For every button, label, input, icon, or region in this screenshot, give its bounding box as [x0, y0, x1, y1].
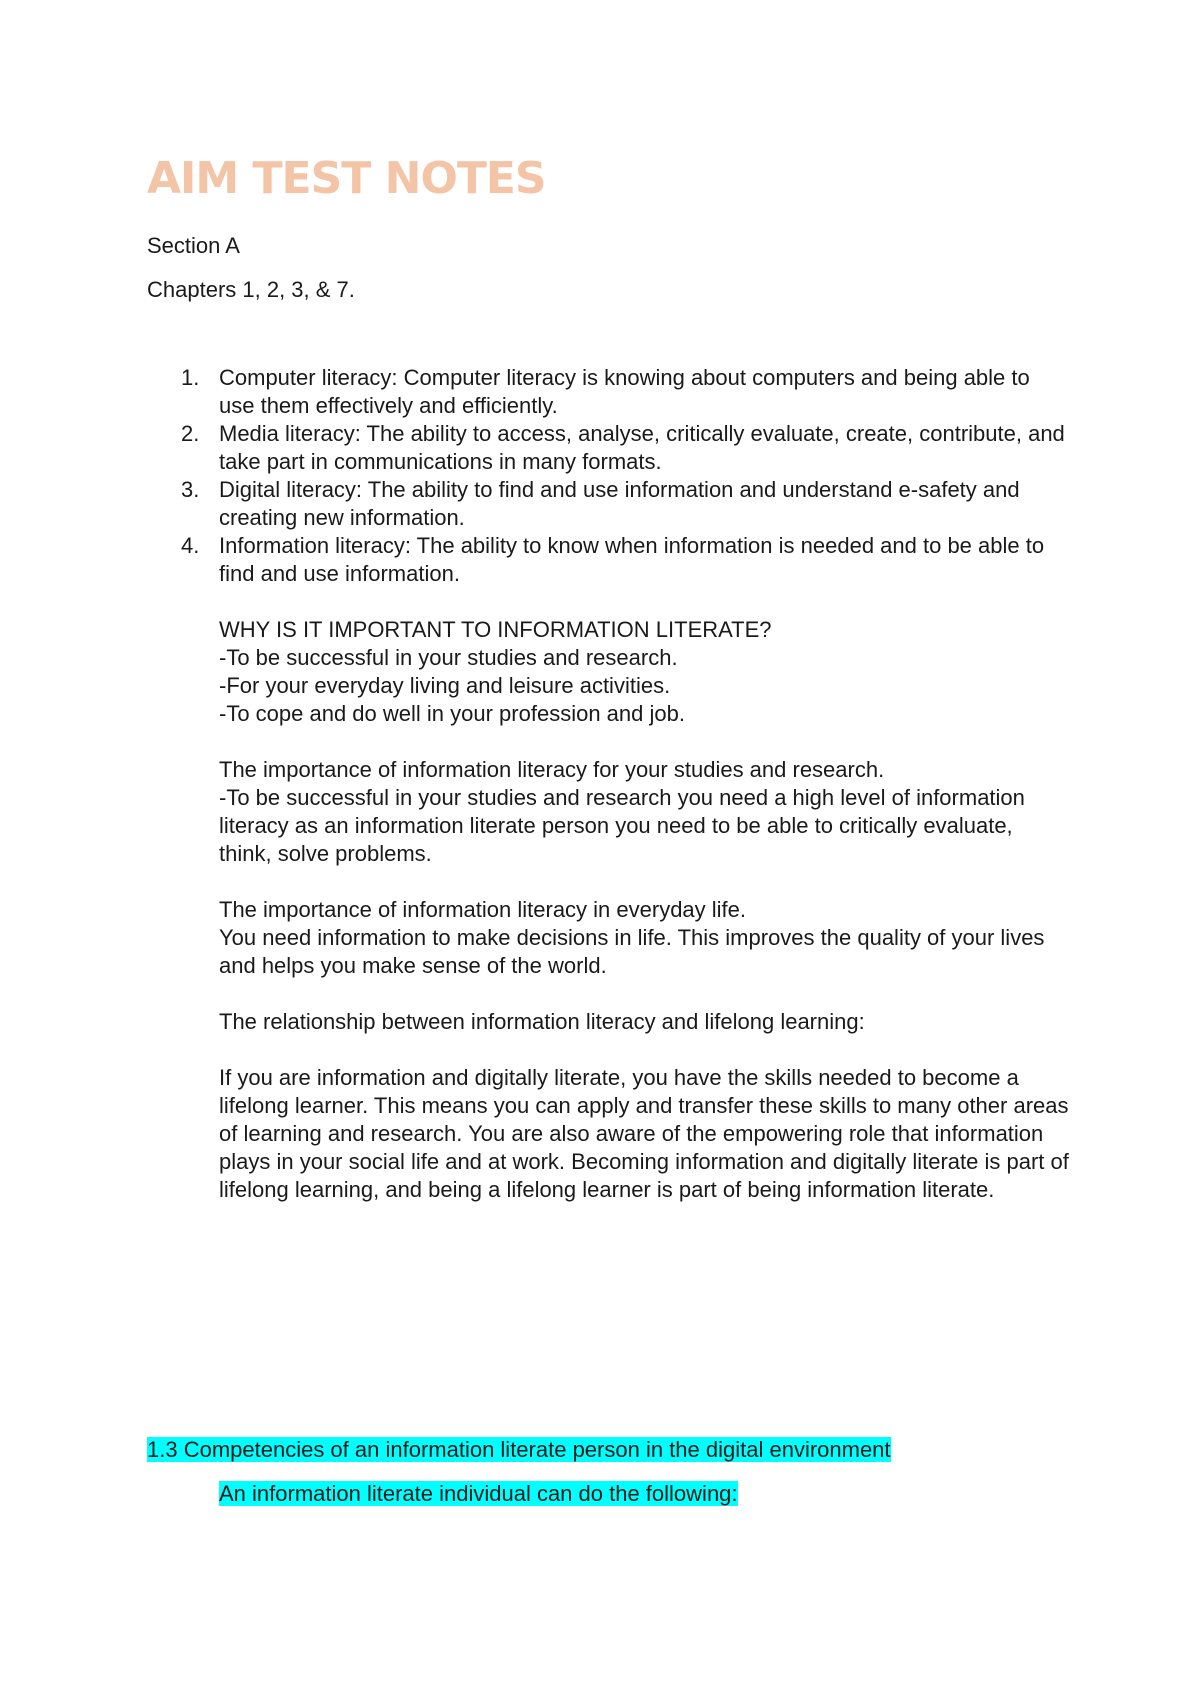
competencies-heading — [147, 1436, 891, 1464]
document-title: AIM TEST NOTES — [147, 153, 546, 204]
why-point: -To be successful in your studies and research. — [219, 645, 678, 670]
lifelong-text-block — [219, 1064, 1069, 1204]
list-item-number: 3. — [181, 477, 200, 502]
list-item-text: Digital literacy: The ability to find and use information and understand e-safety and creating new information. — [219, 477, 1020, 530]
why-important-block — [219, 616, 1069, 728]
list-item-number: 2. — [181, 421, 200, 446]
why-point: -To cope and do well in your profession and job. — [219, 701, 685, 726]
lifelong-heading: The relationship between information literacy and lifelong learning: — [219, 1009, 865, 1034]
list-item-number: 4. — [181, 533, 200, 558]
why-heading: WHY IS IT IMPORTANT TO INFORMATION LITERATE? — [219, 617, 772, 642]
list-item-text: Media literacy: The ability to access, analyse, critically evaluate, create, contribute, and take part in communications in many formats. — [219, 421, 1065, 474]
competencies-subheading — [219, 1480, 738, 1508]
definitions-list — [0, 364, 1200, 588]
chapters-label: Chapters 1, 2, 3, & 7. — [147, 277, 355, 302]
list-item — [0, 364, 1200, 420]
everyday-text: You need information to make decisions in life. This improves the quality of your lives and helps you make sense of the world. — [219, 925, 1045, 978]
lifelong-heading-block — [219, 1008, 1069, 1036]
studies-block — [219, 756, 1069, 868]
section-label: Section A — [147, 233, 240, 258]
lifelong-text: If you are information and digitally literate, you have the skills needed to become a lifelong learner. This means you can apply and transfer these skills to many other areas of learning and research. You are also aware of the empowering role that information plays in your social life and at work. Becoming information and digitally literate is part of lifelong learning, and being a lifelong learner is part of being information literate. — [219, 1065, 1069, 1202]
list-item — [0, 476, 1200, 532]
competencies-subheading-text: An information literate individual can do the following: — [219, 1481, 738, 1506]
list-item-text: Computer literacy: Computer literacy is knowing about computers and being able to use them effectively and efficiently. — [219, 365, 1030, 418]
studies-text: -To be successful in your studies and research you need a high level of information literacy as an information literate person you need to be able to critically evaluate, think, solve problems. — [219, 785, 1025, 866]
studies-heading: The importance of information literacy for your studies and research. — [219, 757, 885, 782]
why-point: -For your everyday living and leisure activities. — [219, 673, 671, 698]
everyday-block — [219, 896, 1069, 980]
list-item-number: 1. — [181, 365, 200, 390]
list-item — [0, 420, 1200, 476]
list-item-text: Information literacy: The ability to know when information is needed and to be able to find and use information. — [219, 533, 1045, 586]
everyday-heading: The importance of information literacy in everyday life. — [219, 897, 747, 922]
list-item — [0, 532, 1200, 588]
competencies-heading-text: 1.3 Competencies of an information literate person in the digital environment — [147, 1437, 891, 1462]
